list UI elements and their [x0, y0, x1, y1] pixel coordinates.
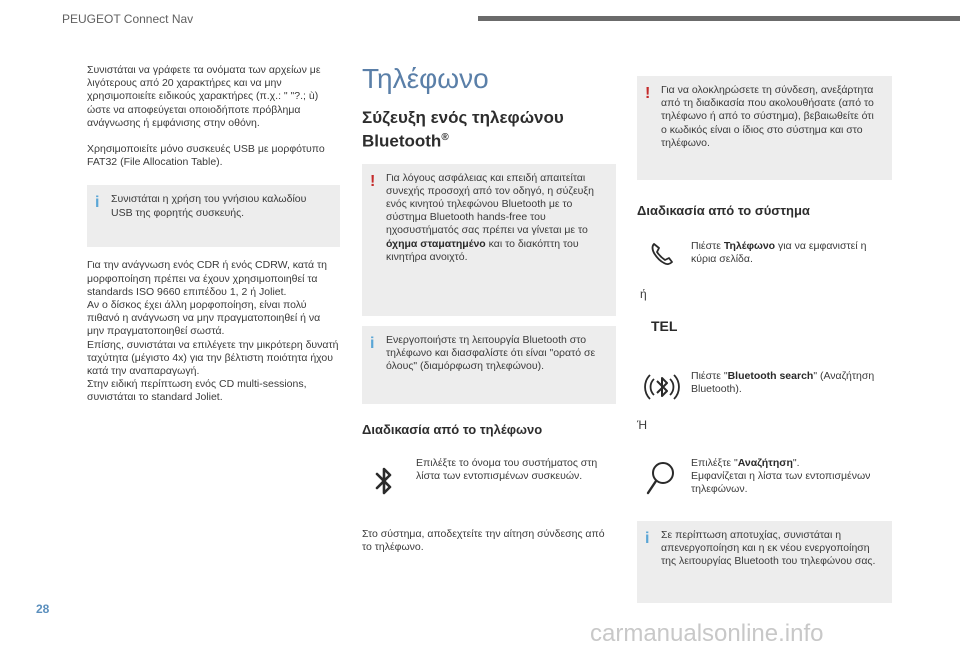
info-box-usb-cable — [87, 185, 340, 247]
warning-icon: ! — [370, 172, 376, 190]
paragraph-cdr-format: Αν ο δίσκος έχει άλλη μορφοποίηση, είναι πολύ πιθανό η ανάγνωση να μην πραγματοποιηθεί ή να μην πραγματοποιηθεί σωστά. — [87, 299, 321, 338]
paragraph-filenames: Συνιστάται να γράφετε τα ονόματα των αρχείων με λιγότερους από 20 χαρακτήρες και να μην χρησιμοποιείτε ειδικούς χαρακτήρες (π.χ.: " "?.; ù) ώστε να αποφεύγεται οποιοδήποτε πρόβλημα ανάγνωσης ή εμφάνισης στην οθόνη. — [87, 64, 321, 129]
info-icon: i — [95, 194, 100, 212]
bluetooth-icon — [373, 465, 395, 497]
info-icon: i — [370, 334, 375, 352]
heading-pairing — [362, 108, 616, 152]
page-number: 28 — [36, 602, 50, 616]
info-box-text: Σε περίπτωση αποτυχίας, συνιστάται η απενεργοποίηση και η εκ νέου ενεργοποίηση της λειτουργίας Bluetooth του τηλεφώνου σας. — [661, 529, 876, 568]
heading-pairing-line2: Bluetooth — [362, 131, 442, 151]
step-press-phone — [691, 240, 891, 266]
step3-bold: Αναζήτηση — [737, 457, 793, 469]
info-box-bluetooth-visible — [362, 326, 616, 404]
warning-text-pre: Για λόγους ασφάλειας και επειδή απαιτείται συνεχής προσοχή από τον οδηγό, η σύζευξη ενός κινητού τηλεφώνου Bluetooth με το σύστημα Bluetooth hands-free του ηχοσυστήματός σας πρέπει να γίνεται με το — [386, 171, 594, 237]
step2-pre: Πιέστε " — [691, 370, 728, 382]
heading-phone-procedure: Διαδικασία από το τηλέφωνο — [362, 421, 543, 437]
paragraph-cdr-standards: Για την ανάγνωση ενός CDR ή ενός CDRW, κατά τη μορφοποίηση πρέπει να έχουν χρησιμοποιηθεί τα standards ISO 9660 επιπέδου 1, 2 ή Joliet. — [87, 259, 327, 298]
paragraph-cdr-multisession: Στην ειδική περίπτωση ενός CD multi-sessions, συνιστάται το standard Joliet. — [87, 378, 307, 404]
bluetooth-search-icon — [640, 365, 684, 409]
header-rule — [478, 16, 960, 21]
warning-text-post: και το διακόπτη του κινητήρα ανοιχτό. — [386, 237, 579, 263]
column-2 — [362, 64, 616, 438]
phone-icon — [648, 240, 676, 268]
paragraph-cdr-speed: Επίσης, συνιστάται να επιλέγετε την μικρότερη δυνατή ταχύτητα (μέγιστο 4x) για την βέλτιστη ποιότητα ήχου κατά την αναπαραγωγή. — [87, 338, 339, 378]
step-select-search — [691, 457, 891, 497]
or-label: ή — [640, 287, 647, 301]
warning-icon: ! — [645, 85, 651, 102]
warning-text-bold: όχημα σταματημένο — [386, 237, 486, 250]
step1-pre: Πιέστε — [691, 240, 724, 252]
column-1 — [87, 64, 340, 405]
info-box-failure — [637, 521, 892, 603]
search-icon — [644, 459, 678, 499]
heading-system-procedure: Διαδικασία από το σύστημα — [637, 203, 810, 218]
warning-box-pin-code — [637, 76, 892, 180]
step-bluetooth-search — [691, 370, 891, 396]
step3-pre: Επιλέξτε " — [691, 457, 738, 469]
step3-line1 — [691, 457, 891, 470]
tel-label: TEL — [651, 318, 678, 334]
step-select-system-name: Επιλέξτε το όνομα του συστήματος στη λίστα των εντοπισμένων συσκευών. — [416, 457, 598, 483]
paragraph-accept-request: Στο σύστημα, αποδεχτείτε την αίτηση σύνδεσης από το τηλέφωνο. — [362, 528, 605, 554]
warning-text: Για να ολοκληρώσετε τη σύνδεση, ανεξάρτητα από τη διαδικασία που ακολουθήσατε (από το τηλέφωνο ή από το σύστημα), βεβαιωθείτε ότι ο κωδικός είναι ο ίδιος στο σύστημα και στο τηλέφωνο. — [661, 84, 874, 149]
info-icon: i — [645, 530, 650, 547]
info-box-text: Συνιστάται η χρήση του γνήσιου καλωδίου USB της φορητής συσκευής. — [111, 193, 307, 219]
heading-pairing-line1: Σύζευξη ενός τηλεφώνου — [362, 108, 564, 127]
warning-box-safety — [362, 164, 616, 316]
section-title: Τηλέφωνο — [362, 63, 489, 94]
step1-post: για να εμφανιστεί η κύρια σελίδα. — [691, 240, 867, 266]
step2-post: " (Αναζήτηση Bluetooth). — [691, 370, 875, 396]
or-label-2: Ή — [637, 418, 648, 432]
watermark: carmanualsonline.info — [590, 620, 824, 647]
step2-bold: Bluetooth search — [727, 370, 814, 382]
info-box-text: Ενεργοποιήστε τη λειτουργία Bluetooth στο τηλέφωνο και διασφαλίστε ότι είναι "ορατό σε όλους" (διαμόρφωση τηλεφώνου). — [386, 333, 596, 373]
step1-bold: Τηλέφωνο — [723, 240, 776, 252]
step3-line2: Εμφανίζεται η λίστα των εντοπισμένων τηλεφώνων. — [691, 470, 871, 496]
registered-mark: ® — [441, 132, 449, 143]
header-title: PEUGEOT Connect Nav — [62, 12, 194, 26]
paragraph-fat32: Χρησιμοποιείτε μόνο συσκευές USB με μορφότυπο FAT32 (File Allocation Table). — [87, 143, 325, 169]
step3-post: ". — [792, 457, 800, 469]
